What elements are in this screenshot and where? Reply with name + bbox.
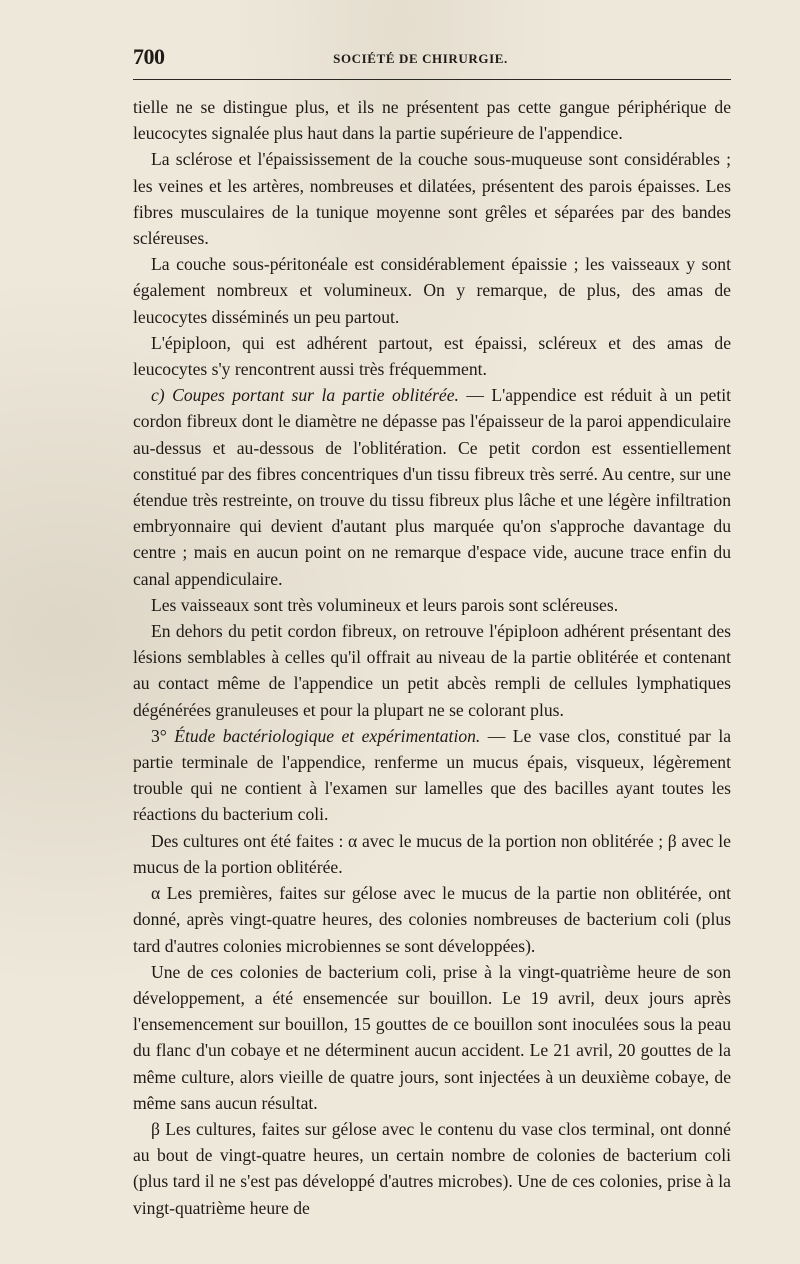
paragraph-8 bbox=[133, 723, 731, 828]
paragraph-2-text: La sclérose et l'épaississement de la couche sous-muqueuse sont considérables ; les veines et les artères, nombreuses et dilatées, présentent des parois épaisses. Les fibres musculaires de la tunique moyenne sont grêles et séparées par des bandes scléreuses. bbox=[133, 149, 731, 249]
paragraph-12-text: β Les cultures, faites sur gélose avec le contenu du vase clos terminal, ont donné au bout de vingt-quatre heures, un certain nombre de colonies de bacterium coli (plus tard il ne s'est pas développé d'autres microbes). Une de ces colonies, prise à la vingt-quatrième heure de bbox=[133, 1118, 731, 1218]
section-3-heading: Étude bactériologique et expérimentation. bbox=[174, 725, 481, 746]
section-3-number: 3° bbox=[151, 725, 175, 746]
paragraph-12 bbox=[133, 1116, 731, 1221]
paragraph-6 bbox=[133, 592, 731, 618]
paragraph-7 bbox=[133, 618, 731, 723]
page-number: 700 bbox=[133, 44, 165, 69]
paragraph-11 bbox=[133, 959, 731, 1116]
paragraph-11-text: Une de ces colonies de bacterium coli, prise à la vingt-quatrième heure de son développement, a été ensemencée sur bouillon. Le 19 avril, deux jours après l'ensemencement sur bouillon, 15 gouttes de ce bouillon sont inoculées sous la peau du flanc d'un cobaye et ne déterminent aucun accident. Le 21 avril, 20 gouttes de la même culture, alors vieille de quatre jours, sont injectées à un deuxième cobaye, de même sans aucun résultat. bbox=[133, 961, 731, 1113]
page-header bbox=[133, 44, 731, 74]
body-text bbox=[133, 94, 731, 1221]
running-head: SOCIÉTÉ DE CHIRURGIE. bbox=[333, 51, 508, 66]
paragraph-1-text: tielle ne se distingue plus, et ils ne présentent pas cette gangue périphérique de leucocytes signalée plus haut dans la partie supérieure de l'appendice. bbox=[133, 97, 731, 144]
paragraph-2 bbox=[133, 146, 731, 251]
section-c-heading: c) Coupes portant sur la partie oblitérée. bbox=[151, 385, 459, 406]
paragraph-8-text: — Le vase clos, constitué par la partie terminale de l'appendice, renferme un mucus épais, visqueux, légèrement trouble qui ne contient à l'examen sur lamelles que des bacilles ayant toutes les réactions du bacterium coli. bbox=[133, 725, 732, 825]
paragraph-4 bbox=[133, 330, 731, 382]
paragraph-6-text: Les vaisseaux sont très volumineux et leurs parois sont scléreuses. bbox=[151, 594, 619, 615]
paragraph-3-text: La couche sous-péritonéale est considérablement épaissie ; les vaisseaux y sont également nombreux et volumineux. On y remarque, de plus, des amas de leucocytes disséminés un peu partout. bbox=[133, 254, 731, 327]
paragraph-3 bbox=[133, 251, 731, 330]
paragraph-5-text: — L'appendice est réduit à un petit cordon fibreux dont le diamètre ne dépasse pas l'épaisseur de la paroi appendiculaire au-dessus et au-dessous de l'oblitération. Ce petit cordon est essentiellement constitué par des fibres concentriques d'un tissu fibreux très serré. Au centre, sur une étendue très restreinte, on trouve du tissu fibreux plus lâche et une légère infiltration embryonnaire qui devient d'autant plus marquée qu'on s'approche davantage du centre ; mais en aucun point on ne remarque d'espace vide, aucune trace enfin du canal appendiculaire. bbox=[133, 385, 731, 589]
paragraph-10-text: α Les premières, faites sur gélose avec le mucus de la partie non oblitérée, ont donné, après vingt-quatre heures, des colonies nombreuses de bacterium coli (plus tard d'autres colonies microbiennes se sont développées). bbox=[133, 883, 731, 956]
paragraph-5 bbox=[133, 382, 731, 592]
paragraph-4-text: L'épiploon, qui est adhérent partout, est épaissi, scléreux et des amas de leucocytes s'y rencontrent aussi très fréquemment. bbox=[133, 332, 731, 380]
paragraph-9 bbox=[133, 828, 731, 880]
paragraph-10 bbox=[133, 880, 731, 959]
header-rule bbox=[133, 79, 731, 80]
paragraph-9-text: Des cultures ont été faites : α avec le mucus de la portion non oblitérée ; β avec le mucus de la portion oblitérée. bbox=[133, 830, 731, 877]
paragraph-7-text: En dehors du petit cordon fibreux, on retrouve l'épiploon adhérent présentant des lésions semblables à celles qu'il offrait au niveau de la partie oblitérée et contenant au contact même de l'appendice un petit abcès rempli de cellules lymphatiques dégénérées granuleuses et pour la plupart ne se colorant plus. bbox=[133, 621, 731, 720]
paragraph-1 bbox=[133, 94, 731, 146]
